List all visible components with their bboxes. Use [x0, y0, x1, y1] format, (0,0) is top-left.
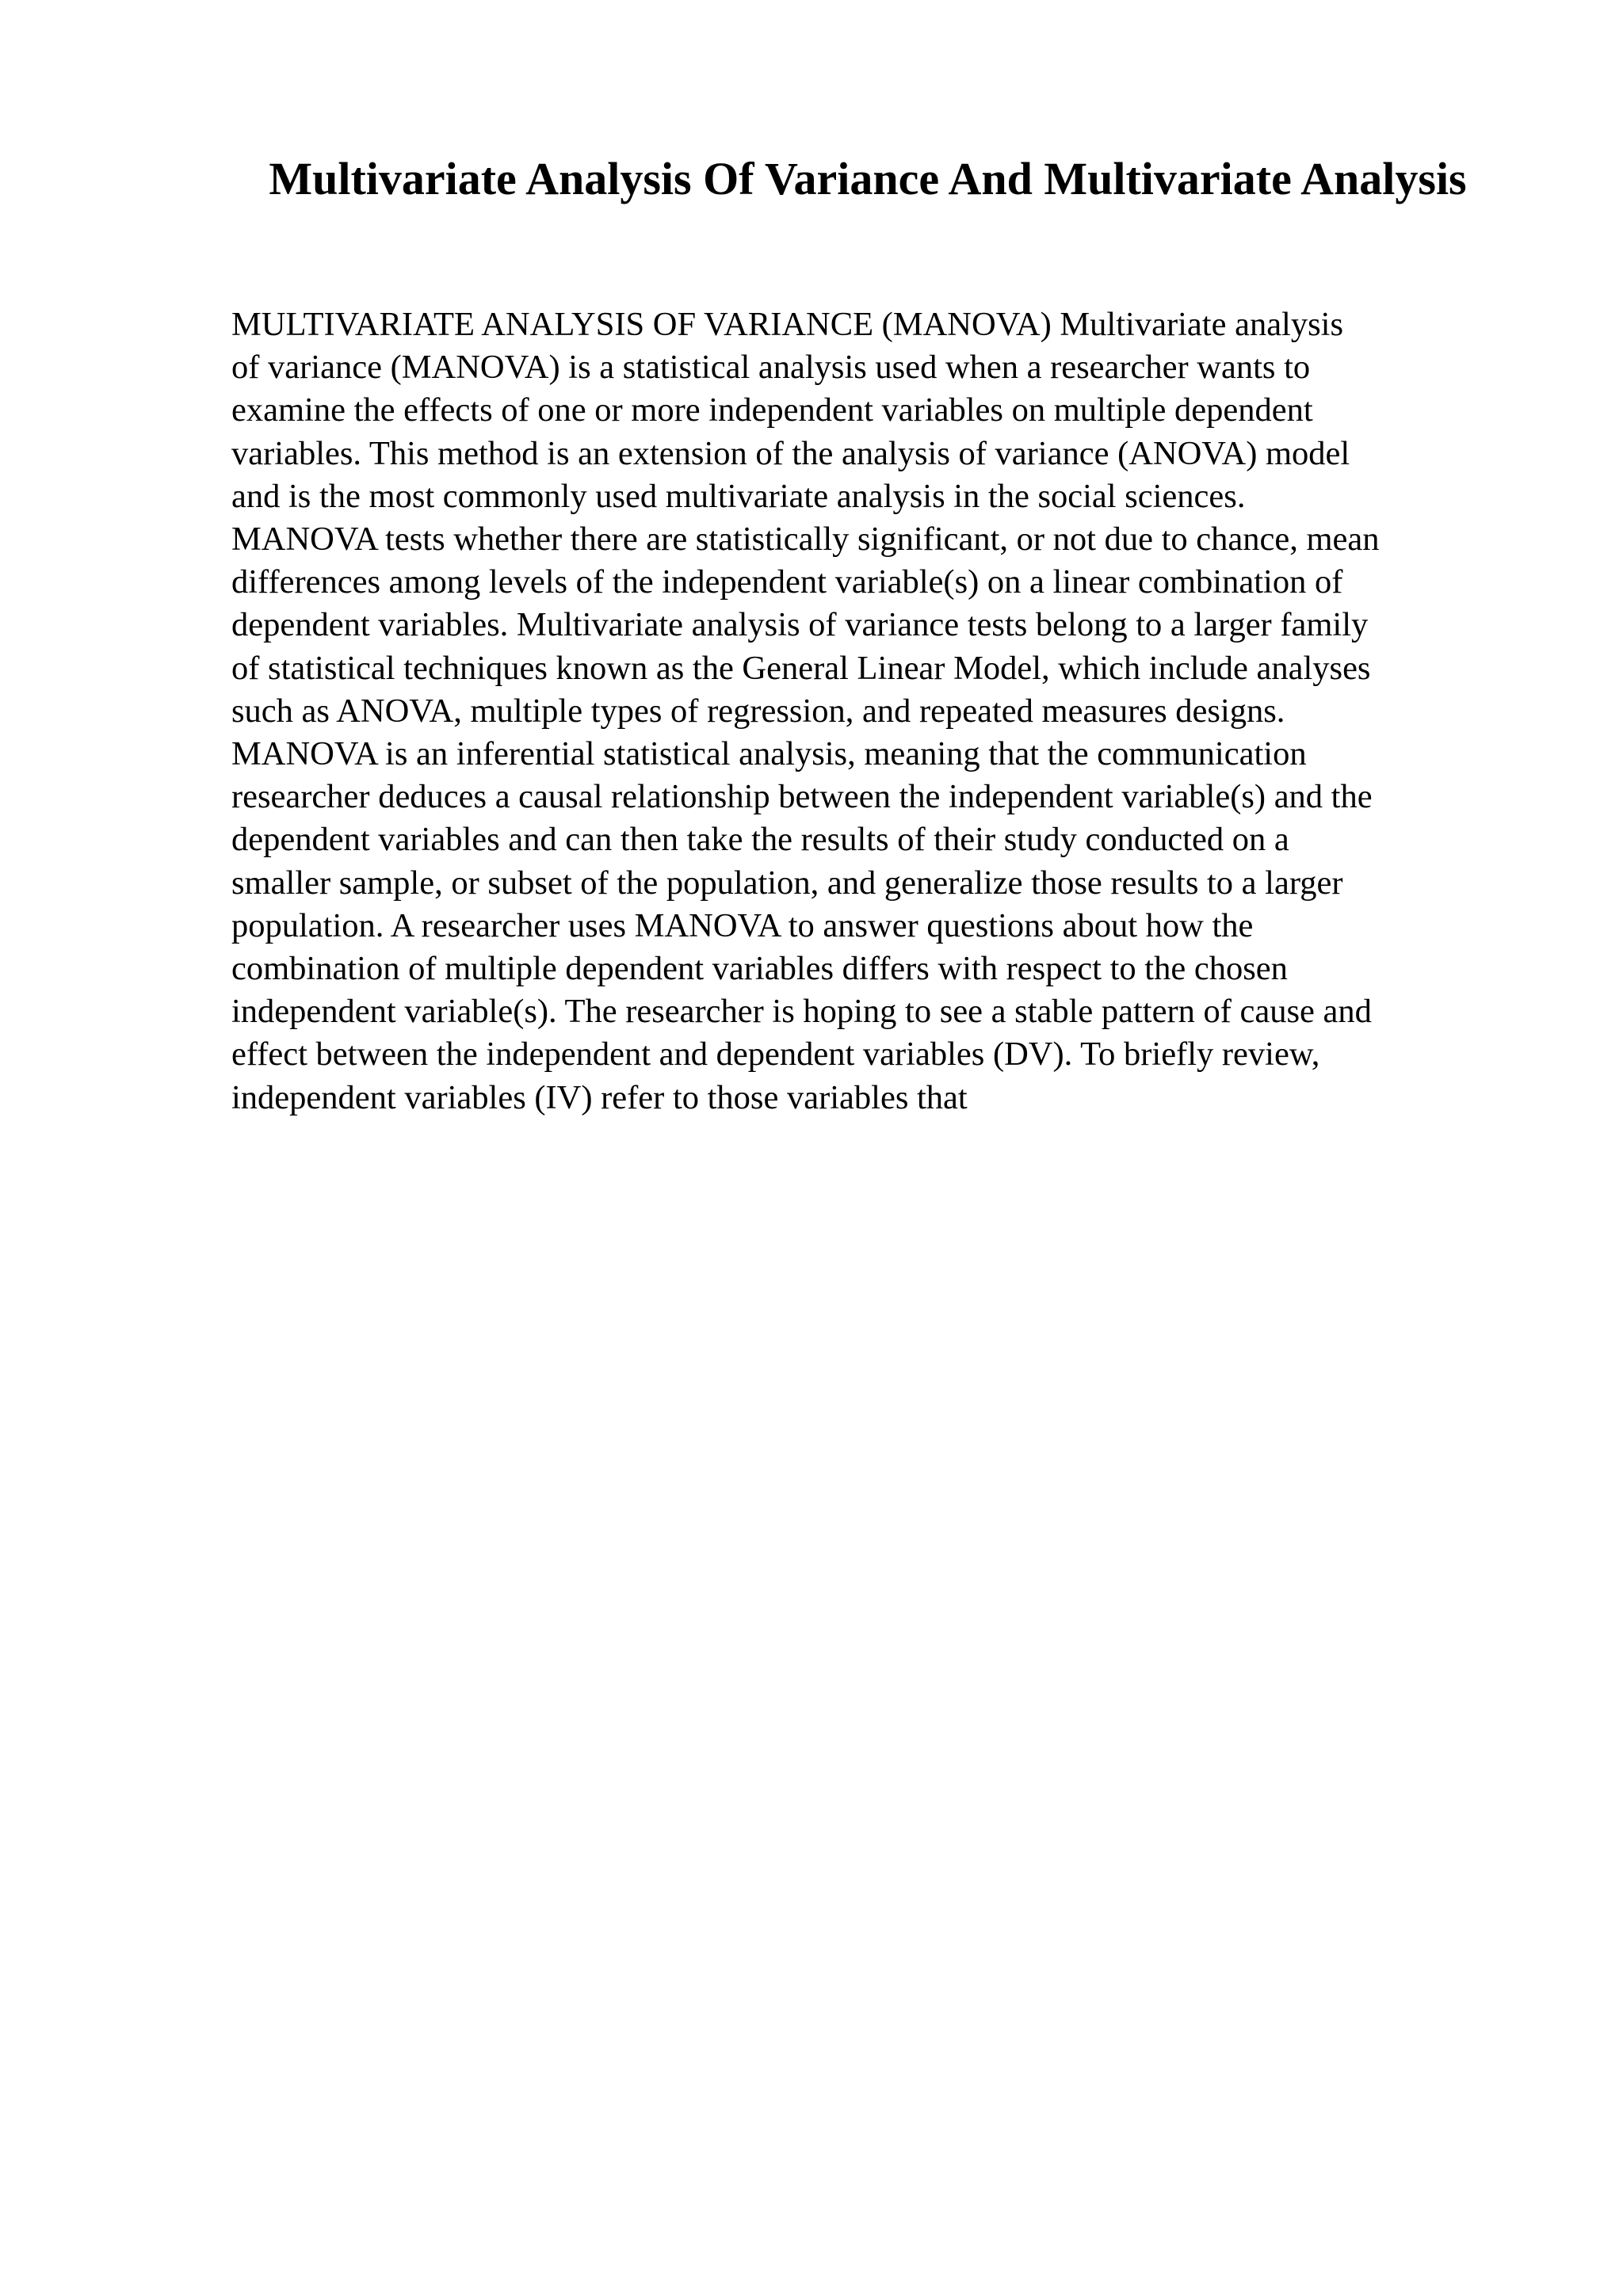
body-line: examine the effects of one or more independent variables on multiple dependent	[231, 391, 1313, 429]
document-body	[231, 303, 1515, 1119]
body-line: MANOVA is an inferential statistical analysis, meaning that the communication	[231, 735, 1307, 773]
body-line: MULTIVARIATE ANALYSIS OF VARIANCE (MANOVA) Multivariate analysis	[231, 306, 1343, 343]
body-line: dependent variables and can then take the results of their study conducted on a	[231, 821, 1289, 859]
body-line: effect between the independent and dependent variables (DV). To briefly review,	[231, 1035, 1320, 1074]
body-line: of variance (MANOVA) is a statistical analysis used when a researcher wants to	[231, 349, 1311, 387]
body-line: researcher deduces a causal relationship between the independent variable(s) and the	[231, 778, 1373, 816]
body-line: independent variable(s). The researcher is hoping to see a stable pattern of cause and	[231, 993, 1372, 1031]
body-line: population. A researcher uses MANOVA to answer questions about how the	[231, 906, 1254, 944]
body-line: of statistical techniques known as the General Linear Model, which include analyses	[231, 649, 1371, 687]
body-line: MANOVA tests whether there are statistically significant, or not due to chance, mean	[231, 521, 1380, 559]
body-line: smaller sample, or subset of the population, and generalize those results to a larger	[231, 864, 1343, 902]
body-line: combination of multiple dependent variables differs with respect to the chosen	[231, 950, 1288, 988]
body-line: differences among levels of the independent variable(s) on a linear combination of	[231, 563, 1343, 601]
body-line: independent variables (IV) refer to those variables that	[231, 1078, 968, 1116]
body-line: and is the most commonly used multivariate analysis in the social sciences.	[231, 477, 1246, 515]
body-line: such as ANOVA, multiple types of regression, and repeated measures designs.	[231, 692, 1285, 730]
document-title: Multivariate Analysis Of Variance And Multivariate Analysis	[269, 153, 1467, 204]
body-line: dependent variables. Multivariate analysis of variance tests belong to a larger family	[231, 606, 1369, 644]
body-line: variables. This method is an extension of the analysis of variance (ANOVA) model	[231, 434, 1350, 472]
